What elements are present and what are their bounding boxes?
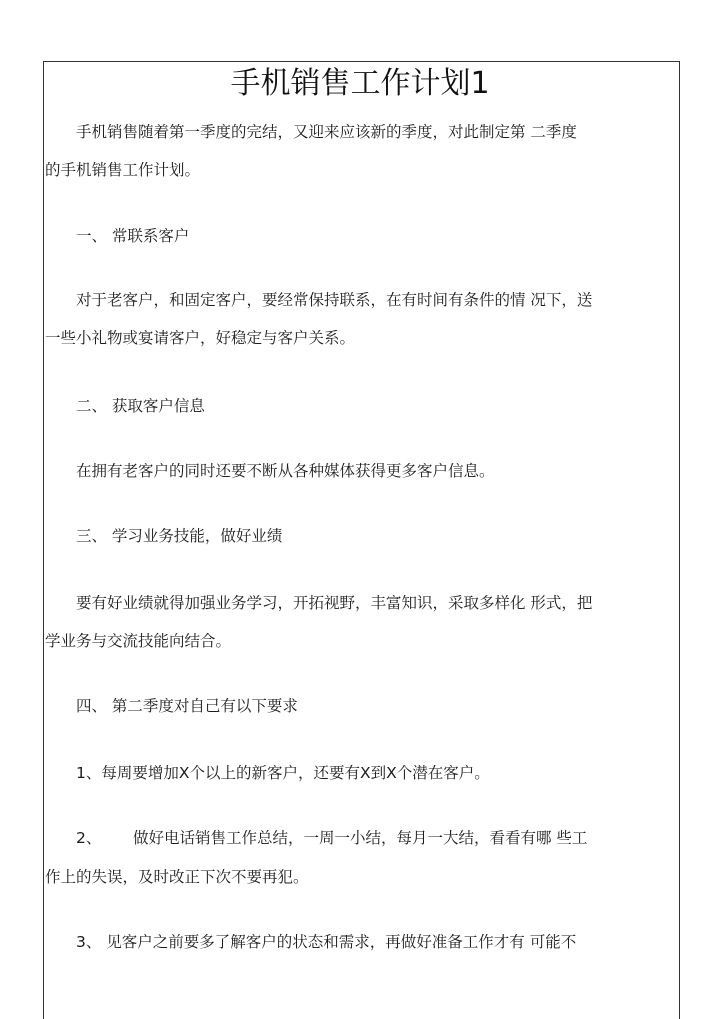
item-2-line-2: 作上的失误，及时改正下次不要再犯。	[45, 868, 309, 886]
item-1-line: 1、每周要增加X个以上的新客户，还要有X到X个潜在客户。	[76, 764, 490, 782]
intro-line-2: 的手机销售工作计划。	[45, 161, 201, 179]
document-title: 手机销售工作计划1	[230, 66, 490, 101]
section-heading-4: 四、 第二季度对自己有以下要求	[76, 697, 298, 715]
section-3-line-2: 学业务与交流技能向结合。	[45, 632, 232, 650]
section-heading-3: 三、 学习业务技能，做好业绩	[76, 527, 283, 545]
item-2-line-1: 做好电话销售工作总结，一周一小结，每月一大结，看看有哪 些工	[133, 829, 588, 847]
item-2-number: 2、	[76, 829, 102, 847]
section-2-line-1: 在拥有老客户的同时还要不断从各种媒体获得更多客户信息。	[76, 462, 495, 480]
section-1-line-2: 一些小礼物或宴请客户，好稳定与客户关系。	[45, 329, 356, 347]
section-1-line-1: 对于老客户，和固定客户，要经常保持联系，在有时间有条件的情 况下，送	[76, 291, 593, 309]
section-3-line-1: 要有好业绩就得加强业务学习，开拓视野，丰富知识，采取多样化 形式，把	[76, 594, 593, 612]
intro-line-1: 手机销售随着第一季度的完结，又迎来应该新的季度，对此制定第 二季度	[76, 123, 577, 141]
section-heading-1: 一、 常联系客户	[76, 227, 190, 245]
item-3-line-1: 3、 见客户之前要多了解客户的状态和需求，再做好准备工作才有 可能不	[76, 933, 577, 951]
section-heading-2: 二、 获取客户信息	[76, 397, 205, 415]
